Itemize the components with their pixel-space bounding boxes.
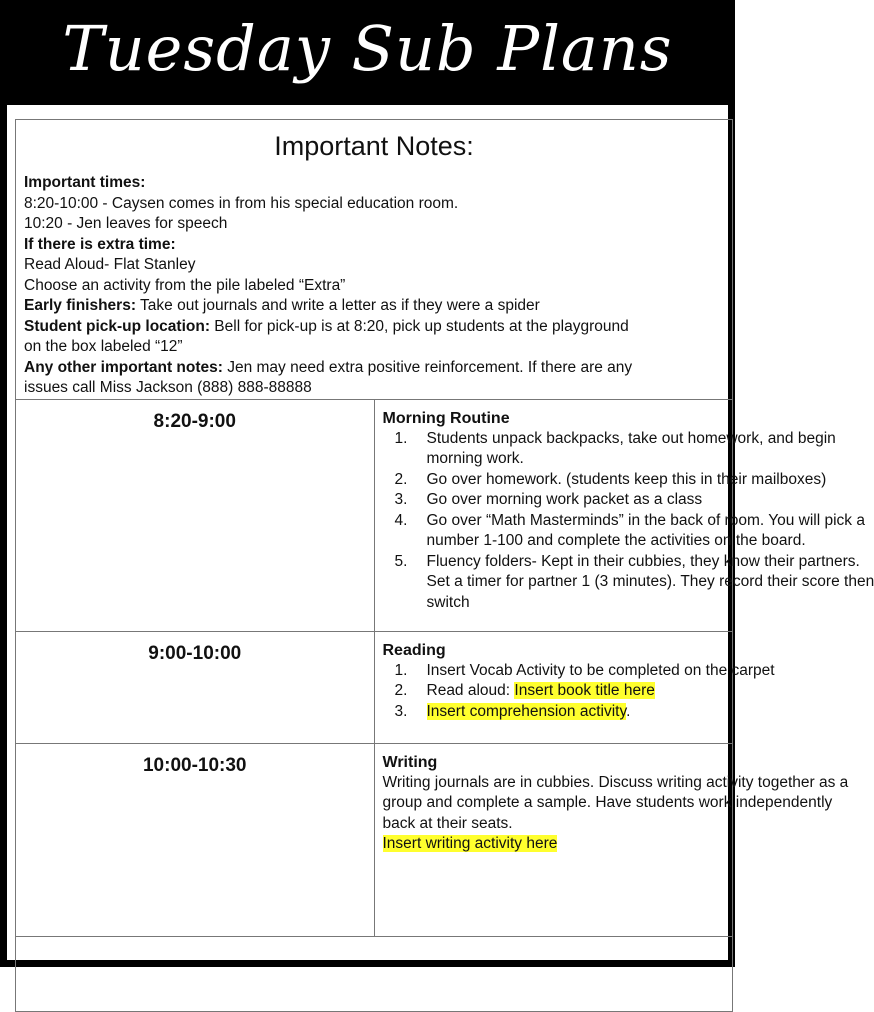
extra-time-item: Read Aloud- Flat Stanley [24, 256, 196, 273]
list-item-prefix: Read aloud: [426, 682, 515, 699]
list-item-text [427, 702, 725, 723]
other-notes-text: Jen may need extra positive reinforcement. If there are any [222, 358, 633, 376]
list-item-suffix: . [626, 702, 631, 720]
other-notes-continued: issues call Miss Jackson (888) 888-88888 [24, 379, 312, 396]
highlighted-placeholder: Insert book title here [514, 682, 655, 699]
list-item [383, 511, 865, 552]
list-item-text: number 1-100 and complete the activities on the board. [426, 532, 806, 549]
list-number: 2. [394, 470, 408, 488]
list-number: 1. [394, 429, 408, 447]
list-item-text: Go over homework. (students keep this in their mailboxes) [426, 470, 827, 488]
other-notes-label: Any other important notes: [24, 358, 223, 376]
list-item [383, 681, 725, 702]
list-item-text: Go over morning work packet as a class [426, 491, 703, 508]
pickup-note [24, 317, 724, 338]
list-item-text: switch [426, 593, 470, 611]
activity-cell [374, 743, 849, 936]
pickup-text: Bell for pick-up is at 8:20, pick up students at the playground [210, 317, 629, 335]
time-slot: 10:00-10:30 [16, 743, 375, 936]
activity-title: Morning Routine [382, 409, 510, 427]
list-number: 3. [394, 491, 408, 508]
list-item [383, 552, 874, 614]
pickup-label: Student pick-up location: [24, 317, 210, 335]
schedule-row-reading [16, 631, 733, 743]
activity-text: Writing journals are in cubbies. Discuss writing activity together as a [382, 773, 849, 791]
highlighted-line [383, 834, 725, 855]
activity-title: Writing [382, 753, 438, 771]
activity-cell [374, 399, 874, 631]
list-item-text: Students unpack backpacks, take out homework, and begin [426, 429, 836, 447]
list-number: 4. [394, 511, 408, 529]
highlighted-placeholder: Insert comprehension activity [426, 702, 627, 720]
important-notes-section [16, 120, 733, 400]
schedule-row-writing [16, 743, 733, 936]
list-item [383, 661, 775, 682]
time-slot: 8:20-9:00 [16, 399, 375, 631]
list-number: 1. [394, 661, 408, 679]
list-item [383, 470, 827, 491]
list-item-text: Insert Vocab Activity to be completed on the carpet [426, 661, 775, 679]
list-item-text: Go over “Math Masterminds” in the back of room. You will pick a [426, 511, 865, 529]
list-number: 2. [394, 682, 408, 699]
time-note: 10:20 - Jen leaves for speech [24, 215, 228, 232]
notes-row [16, 120, 733, 400]
list-item-text: Set a timer for partner 1 (3 minutes). They record their score then [426, 573, 874, 590]
extra-time-label: If there is extra time: [24, 235, 176, 253]
activity-cell [374, 631, 775, 743]
other-notes [24, 358, 724, 379]
list-item-text [427, 681, 725, 702]
activity-title: Reading [382, 641, 446, 659]
list-number: 5. [394, 552, 408, 570]
important-times-label: Important times: [24, 174, 146, 191]
list-item-text: Fluency folders- Kept in their cubbies, they know their partners. [426, 552, 860, 570]
activity-list [383, 661, 775, 723]
notes-title: Important Notes: [274, 131, 474, 161]
time-slot: 9:00-10:00 [16, 631, 375, 743]
page-title: Tuesday Sub Plans [62, 12, 673, 85]
list-item [383, 429, 836, 470]
activity-text: group and complete a sample. Have students work independently [382, 794, 833, 811]
page-header [0, 0, 735, 98]
early-finishers-text: Take out journals and write a letter as if they were a spider [136, 297, 540, 314]
blank-cell [16, 936, 733, 1011]
time-note: 8:20-10:00 - Caysen comes in from his special education room. [24, 194, 459, 212]
list-item [383, 702, 725, 723]
list-item [383, 490, 725, 511]
activity-list [383, 429, 874, 614]
pickup-text-continued: on the box labeled “12” [24, 338, 183, 355]
blank-row [16, 936, 733, 1011]
schedule-row-morning [16, 399, 733, 631]
list-number: 3. [394, 702, 408, 720]
highlighted-placeholder: Insert writing activity here [382, 835, 558, 852]
early-finishers-note [24, 296, 724, 317]
list-item-text: morning work. [426, 450, 524, 467]
early-finishers-label: Early finishers: [24, 297, 136, 314]
extra-time-item: Choose an activity from the pile labeled “Extra” [24, 276, 346, 294]
activity-text: back at their seats. [382, 814, 513, 832]
document-frame [0, 98, 874, 967]
sub-plan-table [15, 119, 874, 1012]
